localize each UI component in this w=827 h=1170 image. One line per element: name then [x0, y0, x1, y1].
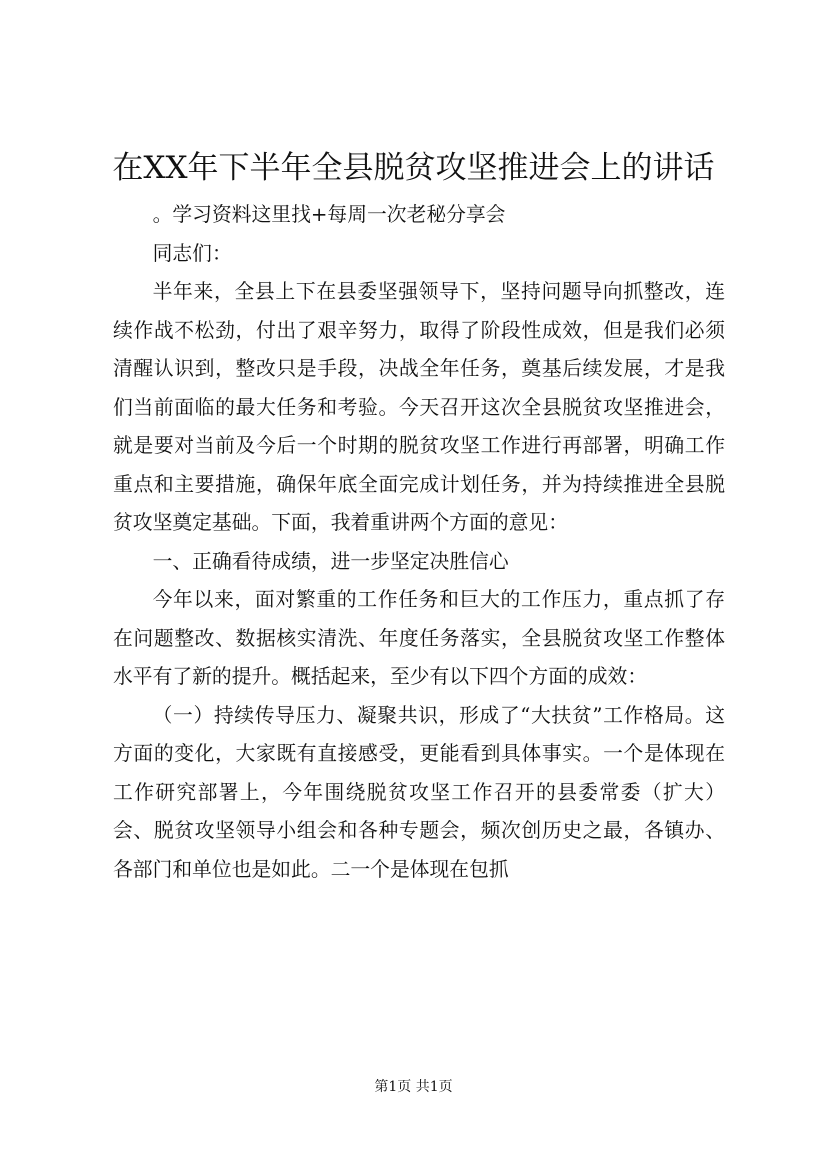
document-body: [113, 196, 725, 889]
section-heading-1: 一、正确看待成绩，进一步坚定决胜信心: [152, 549, 509, 573]
paragraph-intro: 半年来，全县上下在县委坚强领导下，坚持问题导向抓整改，连续作战不松劲，付出了艰辛努力，取得了阶段性成效，但是我们必须清醒认识到，整改只是手段，决战全年任务，奠基后续发展，才是我们当前面临的最大任务和考验。今天召开这次全县脱贫攻坚推进会，就是要对当前及今后一个时期的脱贫攻坚工作进行再部署，明确工作重点和主要措施，确保年底全面完成计划任务，并为持续推进全县脱贫攻坚奠定基础。下面，我着重讲两个方面的意见：: [113, 280, 725, 534]
paragraph-achievements: 今年以来，面对繁重的工作任务和巨大的工作压力，重点抓了存在问题整改、数据核实清洗、年度任务落实，全县脱贫攻坚工作整体水平有了新的提升。概括起来，至少有以下四个方面的成效：: [113, 588, 725, 688]
page-footer: 第1页 共1页: [374, 1079, 453, 1095]
paragraph-salutation: 同志们：: [152, 241, 232, 265]
document-title: 在XX年下半年全县脱贫攻坚推进会上的讲话: [112, 150, 715, 186]
paragraph-point-1: （一）持续传导压力、凝聚共识，形成了“大扶贫”工作格局。这方面的变化，大家既有直接感受，更能看到具体事实。一个是体现在工作研究部署上，今年围绕脱贫攻坚工作召开的县委常委（扩大）会、脱贫攻坚领导小组会和各种专题会，频次创历史之最，各镇办、各部门和单位也是如此。二一个是体现在包抓: [113, 703, 725, 881]
paragraph-subtitle: 。学习资料这里找+每周一次老秘分享会: [152, 203, 506, 226]
